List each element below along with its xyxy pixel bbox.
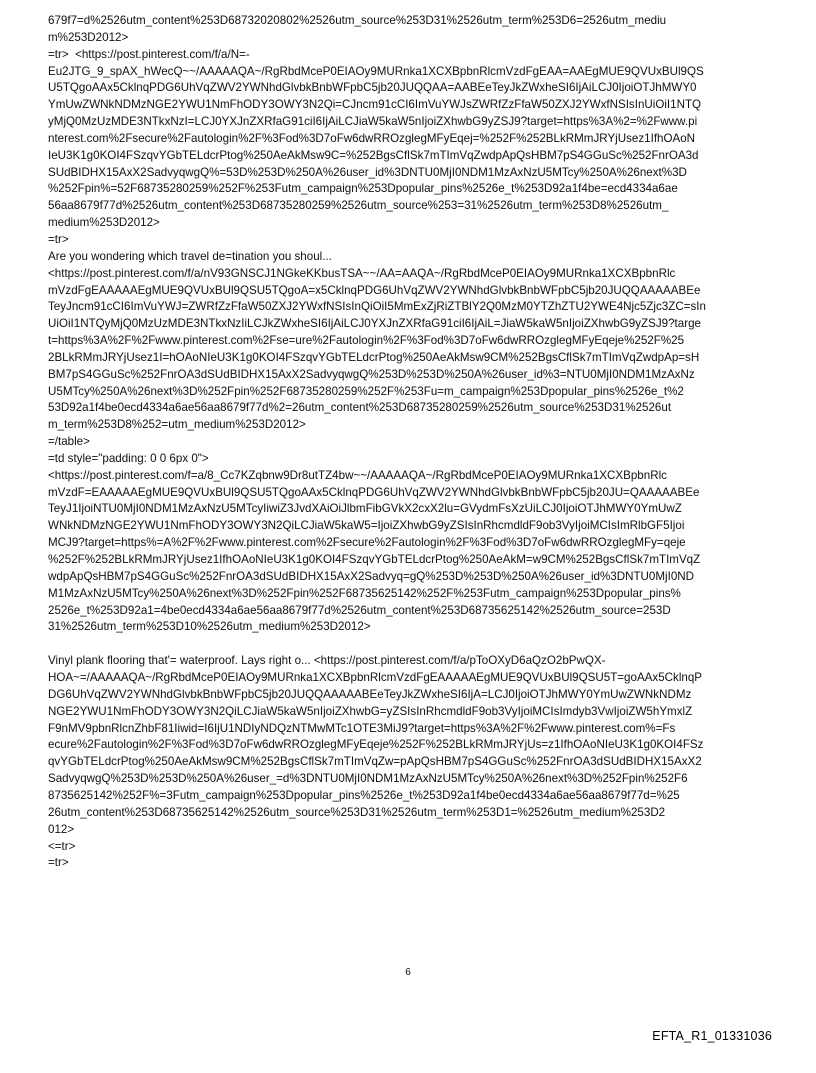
- text-line: qvYGbTELdcrPtog%250AeAkMsw9CM%252BgsCflSk7mTImVqZw=pApQsHBM7pS4GGuSc%252FnrOA3dSUdBIDHX15AxX2: [48, 755, 702, 769]
- text-line: ecure%2Fautologin%2F%3Fod%3D7oFw6dwRROzglegMFyEqeje%252F%252BLkRMmJRYjUs=z1IfhOAoNIeU3K1g0KOI4FSz: [48, 738, 704, 752]
- text-line: <https://post.pinterest.com/f=a/8_Cc7KZqbnw9Dr8utTZ4bw~~/AAAAAQA~/RgRbdMceP0EIAOy9MURnka1XCXBpbnRlc: [48, 468, 667, 482]
- text-line: DG6UhVqZWV2YWNhdGlvbkBnbWFpbC5jb20JUQQAAAAABEeTeyJkZWxheSI6IjA=LCJ0IjoiOTJhMWY0YmUwZWNkNDMz: [48, 687, 692, 701]
- text-line: HOA~=/AAAAAQA~/RgRbdMceP0EIAOy9MURnka1XCXBpbnRlcmVzdFgEAAAAAEgMUE9QVUxBUl9QSU5T=goAAx5CklnqP: [48, 671, 703, 685]
- text-line: Eu2JTG_9_spAX_hWecQ~~/AAAAAQA~/RgRbdMceP0EIAOy9MURnka1XCXBpbnRlcmVzdFgEAA=AAEgMUE9QVUxBUl9QS: [48, 64, 704, 78]
- text-line: <https://post.pinterest.com/f/a/nV93GNSCJ1NGkeKKbusTSA~~/AA=AAQA~/RgRbdMceP0EIAOy9MURnka1XCXBpbnRlc: [48, 266, 676, 280]
- text-line: 26utm_content%253D68735625142%2526utm_source%253D31%2526utm_term%253D1=%2526utm_medium%253D2: [48, 805, 666, 819]
- text-line: IeU3K1g0KOI4FSzqvYGbTELdcrPtog%250AeAkMsw9C=%252BgsCflSk7mTImVqZwdpApQsHBM7pS4GGuSc%252FnrOA3d: [48, 148, 699, 162]
- text-line: Vinyl plank flooring that'= waterproof. Lays right o... <https://post.pinterest.com/f/a/pToOXyD6aQzO2bPwQX-: [48, 654, 606, 668]
- text-line: M1MzAxNzU5MTcy%250A%26next%3D%252Fpin%252F68735625142%252F%253Futm_campaign%253Dpopular_pins%: [48, 586, 681, 600]
- paragraph-gap: [48, 636, 768, 653]
- text-line: %252Fpin%=52F68735280259%252F%253Futm_campaign%253Dpopular_pins%2526e_t%253D92a1f4be=ecd4334a6ae: [48, 182, 678, 196]
- text-line: 53D92a1f4be0ecd4334a6ae56aa8679f77d%2=26utm_content%253D68735280259%2526utm_source%253D31%2526ut: [48, 401, 672, 415]
- text-line: t=https%3A%2F%2Fwww.pinterest.com%2Fse=ure%2Fautologin%2F%3Fod%3D7oFw6dwRROzglegMFyEqeje%252F%25: [48, 334, 685, 348]
- text-line: =tr>: [48, 232, 69, 246]
- text-line: UiOiI1NTQyMjQ0MzUzMDE3NTkxNzIiLCJkZWxheSI6IjAiLCJ0YXJnZXRfaG91ciI6IjAiL=JiaW5kaW5nIjoiZXhwbG9yZSJ9?targe: [48, 317, 701, 331]
- text-line: 2526e_t%253D92a1=4be0ecd4334a6ae56aa8679f77d%2526utm_content%253D68735625142%2526utm_source=253D: [48, 603, 671, 617]
- text-line: <=tr>: [48, 839, 76, 853]
- text-line: mVzdF=EAAAAAEgMUE9QVUxBUl9QSU5TQgoAAx5CklnqPDG6UhVqZWV2YWNhdGlvbkBnbWFpbC5jb20JU=QAAAAABEe: [48, 485, 700, 499]
- bates-number: EFTA_R1_01331036: [652, 1029, 772, 1043]
- text-line: %252F%252BLkRMmJRYjUsez1IfhOAoNIeU3K1g0KOI4FSzqvYGbTELdcrPtog%250AeAkM=w9CM%252BgsCflSk7mTImVqZ: [48, 553, 701, 566]
- text-line: WNkNDMzNGE2YWU1NmFhODY3OWY3N2QiLCJiaW5kaW5=IjoiZXhwbG9yZSIsInRhcmdldF9ob3VyIjoiMCIsImRlbGF5Ijoi: [48, 519, 685, 533]
- text-line: =tr>: [48, 856, 69, 870]
- text-line: YmUwZWNkNDMzNGE2YWU1NmFhODY3OWY3N2Qi=CJncm91cCI6ImVuYWJsZWRfZzFfaW50ZXJ2YWxfNSIsInUiOiI1NTQ: [48, 98, 702, 112]
- text-line: MCJ9?target=https%=A%2F%2Fwww.pinterest.com%2Fsecure%2Fautologin%2F%3Fod%3D7oFw6dwRROzglegMFy=qeje: [48, 536, 686, 550]
- text-line: m_term%253D8%252=utm_medium%253D2012>: [48, 418, 306, 432]
- text-line: m%253D2012>: [48, 30, 129, 44]
- text-line: SUdBIDHX15AxX2SadvyqwgQ%=53D%253D%250A%26user_id%3DNTU0MjI0NDM1MzAxNzU5MTcy%250A%26next%3D: [48, 165, 687, 179]
- text-block-1: [48, 13, 768, 636]
- text-line: mVzdFgEAAAAAEgMUE9QVUxBUl9QSU5TQgoA=x5CklnqPDG6UhVqZWV2YWNhdGlvbkBnbWFpbC5jb20JUQQAAAAABEe: [48, 283, 701, 297]
- page-number: 6: [405, 967, 411, 978]
- text-block-2: [48, 653, 768, 872]
- text-line: TeyJncm91cCI6ImVuYWJ=ZWRfZzFfaW50ZXJ2YWxfNSIsInQiOiI5MmExZjRiZTBlY2Q0MzM0YTZhZTU2YWE4Njc5Zjc3ZC=sIn: [48, 300, 706, 314]
- text-line: Are you wondering which travel de=tination you shoul...: [48, 249, 332, 263]
- text-line: 31%2526utm_term%253D10%2526utm_medium%253D2012>: [48, 620, 371, 634]
- text-line: 56aa8679f77d%2526utm_content%253D68735280259%2526utm_source%253=31%2526utm_term%253D8%2526utm_: [48, 199, 669, 213]
- text-line: U5MTcy%250A%26next%3D%252Fpin%252F68735280259%252F%253Fu=m_campaign%253Dpopular_pins%2526e_t%2: [48, 384, 684, 398]
- email-body-text: [48, 13, 768, 872]
- text-line: 2BLkRMmJRYjUsez1I=hOAoNIeU3K1g0KOI4FSzqvYGbTELdcrPtog%250AeAkMsw9CM%252BgsCflSk7mTImVqZwdpAp=sH: [48, 350, 700, 364]
- text-line: =td style="padding: 0 0 6px 0">: [48, 451, 209, 465]
- text-line: TeyJ1IjoiNTU0MjI0NDM1MzAxNzU5MTcyIiwiZ3JvdXAiOiJlbmFibGVkX2cxX2lu=GVydmFsXzUiLCJ0IjoiOTJhMWY0YmUwZ: [48, 502, 682, 516]
- text-line: 679f7=d%2526utm_content%253D68732020802%2526utm_source%253D31%2526utm_term%253D6=2526utm_mediu: [48, 14, 667, 27]
- text-line: NGE2YWU1NmFhODY3OWY3N2QiLCJiaW5kaW5nIjoiZXhwbG=yZSIsInRhcmdldF9ob3VyIjoiMCIsImdyb3VwIjoiZW5hYmxlZ: [48, 704, 693, 718]
- text-line: nterest.com%2Fsecure%2Fautologin%2F%3Fod%3D7oFw6dwRROzglegMFyEqej=%252F%252BLkRMmJRYjUsez1IfhOAoN: [48, 131, 696, 145]
- text-line: 8735625142%252F%=3Futm_campaign%253Dpopular_pins%2526e_t%253D92a1f4be0ecd4334a6ae56aa8679f77d=%25: [48, 788, 680, 802]
- text-line: F9nMV9pbnRlcnZhbF81Iiwid=I6IjU1NDIyNDQzNTMwMTc1OTE3MiJ9?target=https%3A%2F%2Fwww.pinterest.com%=Fs: [48, 721, 676, 735]
- text-line: wdpApQsHBM7pS4GGuSc%252FnrOA3dSUdBIDHX15AxX2Sadvyq=gQ%253D%253D%250A%26user_id%3DNTU0MjI0ND: [48, 569, 695, 583]
- text-line: U5TQgoAAx5CklnqPDG6UhVqZWV2YWNhdGlvbkBnbWFpbC5jb20JUQQAA=AABEeTeyJkZWxheSI6IjAiLCJ0IjoiOTJhMWY0: [48, 81, 697, 95]
- text-line: yMjQ0MzUzMDE3NTkxNzI=LCJ0YXJnZXRfaG91ciI6IjAiLCJiaW5kaW5nIjoiZXhwbG9yZSJ9?target=https%3A%2=%2Fwww.pi: [48, 115, 698, 129]
- text-line: =/table>: [48, 435, 90, 449]
- text-line: BM7pS4GGuSc%252FnrOA3dSUdBIDHX15AxX2SadvyqwgQ%253D%253D%250A%26user_id%3=NTU0MjI0NDM1MzAxNz: [48, 367, 695, 381]
- text-line: 012>: [48, 822, 75, 836]
- text-line: =tr> <https://post.pinterest.com/f/a/N=-: [48, 47, 250, 61]
- text-line: SadvyqwgQ%253D%253D%250A%26user_=d%3DNTU0MjI0NDM1MzAxNzU5MTcy%250A%26next%3D%252Fpin%252F6: [48, 772, 688, 786]
- text-line: medium%253D2012>: [48, 216, 160, 230]
